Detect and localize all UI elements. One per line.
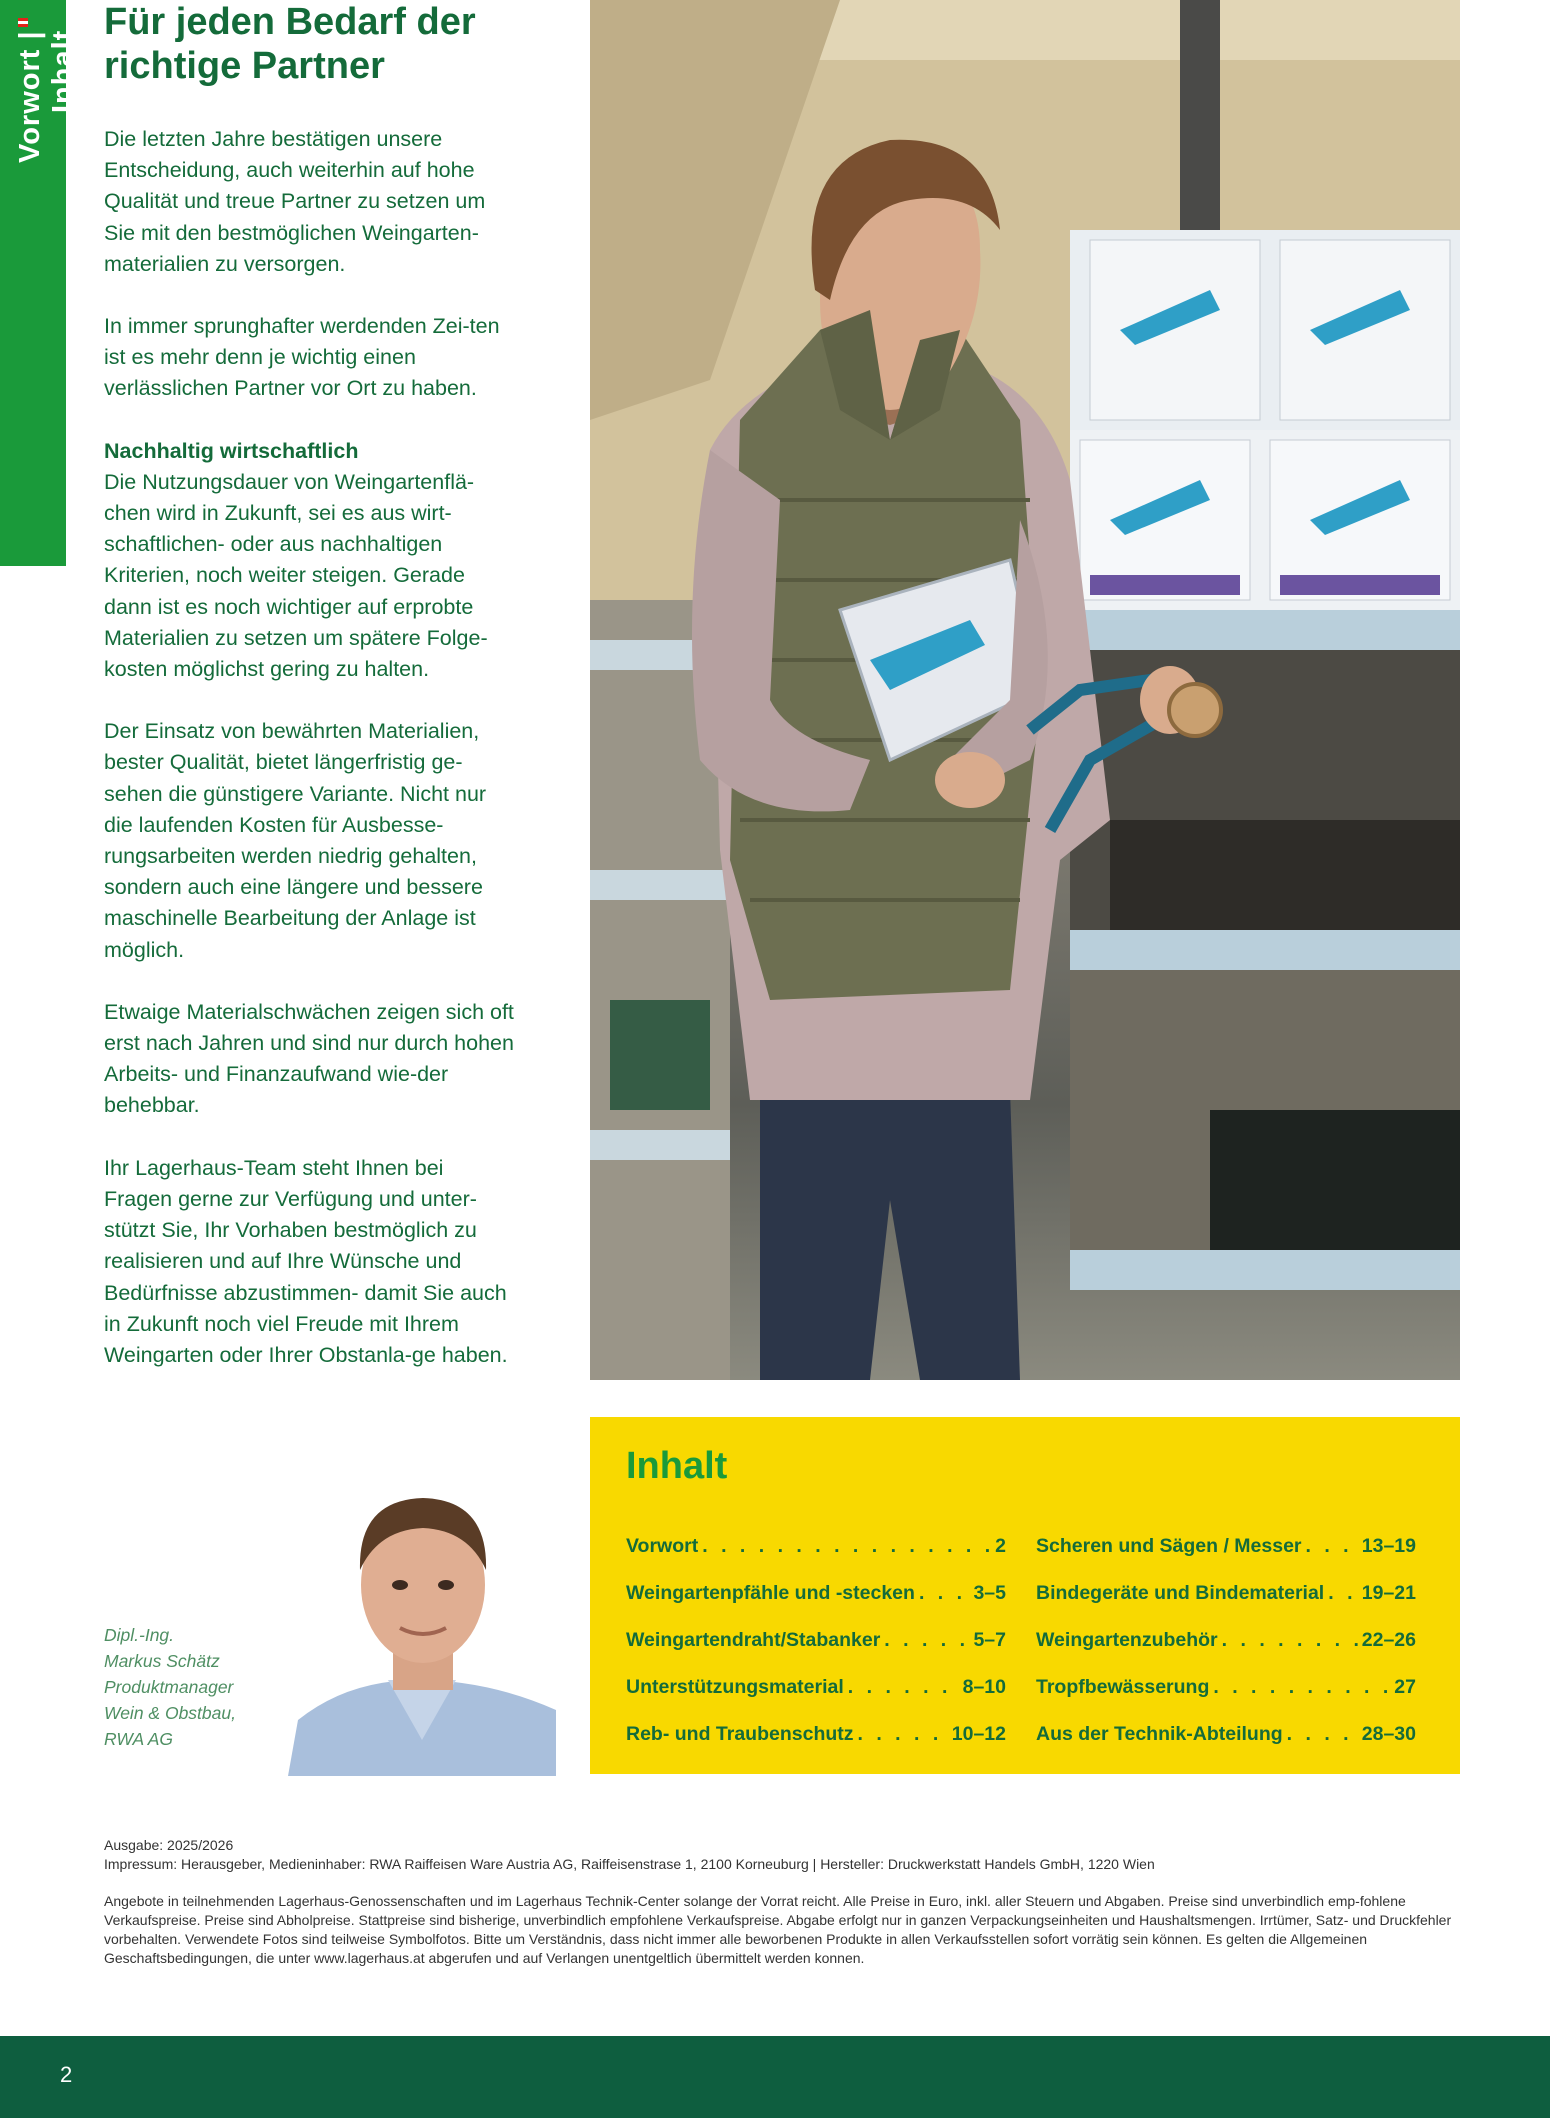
author-role: Produktmanager	[104, 1677, 234, 1697]
portrait-illustration	[288, 1480, 556, 1776]
toc-right-column	[1036, 1535, 1416, 1770]
toc-label: Weingartenpfähle und -stecken	[626, 1582, 915, 1604]
austria-flag-icon	[18, 18, 28, 27]
toc-page: 22–26	[1361, 1629, 1416, 1651]
author-info	[104, 1622, 304, 1752]
toc-label: Bindegeräte und Bindematerial	[1036, 1582, 1325, 1604]
paragraph: Der Einsatz von bewährten Materialien, bester Qualität, bietet längerfristig ge-sehen die günstigere Variante. Nicht nur die laufenden Kosten für Ausbesse-rungsarbeiten werden niedrig gehalten, sondern auch eine längere und bessere maschinelle Bearbeitung der Anlage ist möglich.	[104, 719, 487, 962]
side-tab-label: Vorwort | Inhalt	[14, 30, 79, 163]
toc-entry[interactable]	[626, 1629, 1006, 1676]
toc-page: 3–5	[973, 1582, 1006, 1604]
paragraph: Die letzten Jahre bestätigen unsere Entscheidung, auch weiterhin auf hohe Qualität und treue Partner zu setzen um Sie mit den bestmöglichen Weingarten-materialien zu versorgen.	[104, 127, 486, 276]
paragraph-text: Die Nutzungsdauer von Weingartenflä-chen wird in Zukunft, sei es aus wirt-schaftlichen- oder aus nachhaltigen Kriterien, noch weiter steigen. Gerade dann ist es noch wichtiger auf erprobte Materialien zu setzen um spätere Folge-kosten möglichst gering zu halten.	[104, 469, 488, 682]
section-side-tab	[0, 0, 79, 566]
toc-entry[interactable]	[1036, 1535, 1416, 1582]
page-footer	[0, 2036, 1550, 2118]
toc-entry[interactable]	[626, 1582, 1006, 1629]
toc-page: 28–30	[1361, 1723, 1416, 1745]
page-number: 2	[60, 2062, 73, 2087]
paragraph: Etwaige Materialschwächen zeigen sich oft erst nach Jahren und sind nur durch hohen Arbeits- und Finanzaufwand wie-der behebbar.	[104, 999, 514, 1118]
toc-label: Reb- und Traubenschutz	[626, 1723, 854, 1745]
toc-label: Weingartendraht/Stabanker	[626, 1629, 881, 1651]
toc-page: 13–19	[1361, 1535, 1416, 1557]
toc-page: 5–7	[973, 1629, 1006, 1651]
edition: Ausgabe: 2025/2026	[104, 1837, 234, 1853]
toc-entry[interactable]	[626, 1676, 1006, 1723]
toc-page: 8–10	[962, 1676, 1006, 1698]
toc-page: 27	[1394, 1676, 1416, 1698]
toc-entry[interactable]	[1036, 1723, 1416, 1770]
toc-page: 2	[995, 1535, 1006, 1557]
toc-entry[interactable]	[626, 1535, 1006, 1582]
toc-left-column	[626, 1535, 1006, 1770]
toc-label: Weingartenzubehör	[1036, 1629, 1218, 1651]
hero-photo	[590, 0, 1460, 1380]
toc-entry[interactable]	[1036, 1629, 1416, 1676]
store-scene-illustration	[590, 0, 1460, 1380]
toc-page: 19–21	[1361, 1582, 1416, 1604]
paragraph-with-subheading	[104, 436, 514, 686]
toc-entry[interactable]	[1036, 1582, 1416, 1629]
paragraph: Ihr Lagerhaus-Team steht Ihnen bei Fragen gerne zur Verfügung und unter-stützt Sie, Ihr Vorhaben bestmöglich zu realisieren und auf Ihre Wünsche und Bedürfnisse abzustimmen- damit Sie auch in Zukunft noch viel Freude mit Ihrem Weingarten oder Ihrer Obstanla-ge haben.	[104, 1155, 508, 1367]
toc-label: Aus der Technik-Abteilung	[1036, 1723, 1283, 1745]
toc-entry[interactable]	[626, 1723, 1006, 1770]
toc-label: Vorwort	[626, 1535, 699, 1557]
author-title: Dipl.-Ing.	[104, 1625, 175, 1645]
impressum: Impressum: Herausgeber, Medieninhaber: RWA Raiffeisen Ware Austria AG, Raiffeisenstrase 1, 2100 Korneuburg | Hersteller: Druckwerkstatt Handels GmbH, 1220 Wien	[104, 1856, 1155, 1872]
author-name: Markus Schätz	[104, 1651, 220, 1671]
author-department: Wein & Obstbau,	[104, 1703, 236, 1723]
author-company: RWA AG	[104, 1729, 174, 1749]
subheading: Nachhaltig wirtschaftlich	[104, 438, 359, 463]
toc-entry[interactable]	[1036, 1676, 1416, 1723]
toc-page: 10–12	[951, 1723, 1006, 1745]
imprint-details	[104, 1836, 1464, 1874]
author-portrait	[288, 1480, 556, 1776]
toc-label: Tropfbewässerung	[1036, 1676, 1210, 1698]
table-of-contents	[590, 1417, 1460, 1774]
legal-disclaimer: Angebote in teilnehmenden Lagerhaus-Genossenschaften und im Lagerhaus Technik-Center solange der Vorrat reicht. Alle Preise in Euro, inkl. aller Steuern und Abgaben. Preise sind unverbindlich emp-fohlene Verkaufspreise. Preise sind Abholpreise. Stattpreise sind bisherige, unverbindlich empfohlene Verkaufspreise. Abgabe erfolgt nur in ganzen Verpackungseinheiten und Haushaltsmengen. Irrtümer, Satz- und Druckfehler vorbehalten. Verwendete Fotos sind teilweise Symbolfotos. Bitte um Verständnis, dass nicht immer alle beworbenen Produkte in allen Verkaufsstellen sofort vorrätig sein können. Es gelten die Allgemeinen Geschaftsbedingungen, die unter www.lagerhaus.at abgerufen und auf Verlangen unentgeltlich übermittelt werden konnen.	[104, 1893, 1452, 1966]
imprint	[104, 1836, 1464, 1986]
toc-title: Inhalt	[626, 1445, 728, 1487]
paragraph: In immer sprunghafter werdenden Zei-ten ist es mehr denn je wichtig einen verlässlichen Partner vor Ort zu haben.	[104, 314, 500, 401]
toc-label: Unterstützungsmaterial	[626, 1676, 844, 1698]
foreword-text	[104, 124, 514, 1402]
page-title: Für jeden Bedarf der richtige Partner	[104, 1, 476, 87]
toc-label: Scheren und Sägen / Messer	[1036, 1535, 1302, 1557]
